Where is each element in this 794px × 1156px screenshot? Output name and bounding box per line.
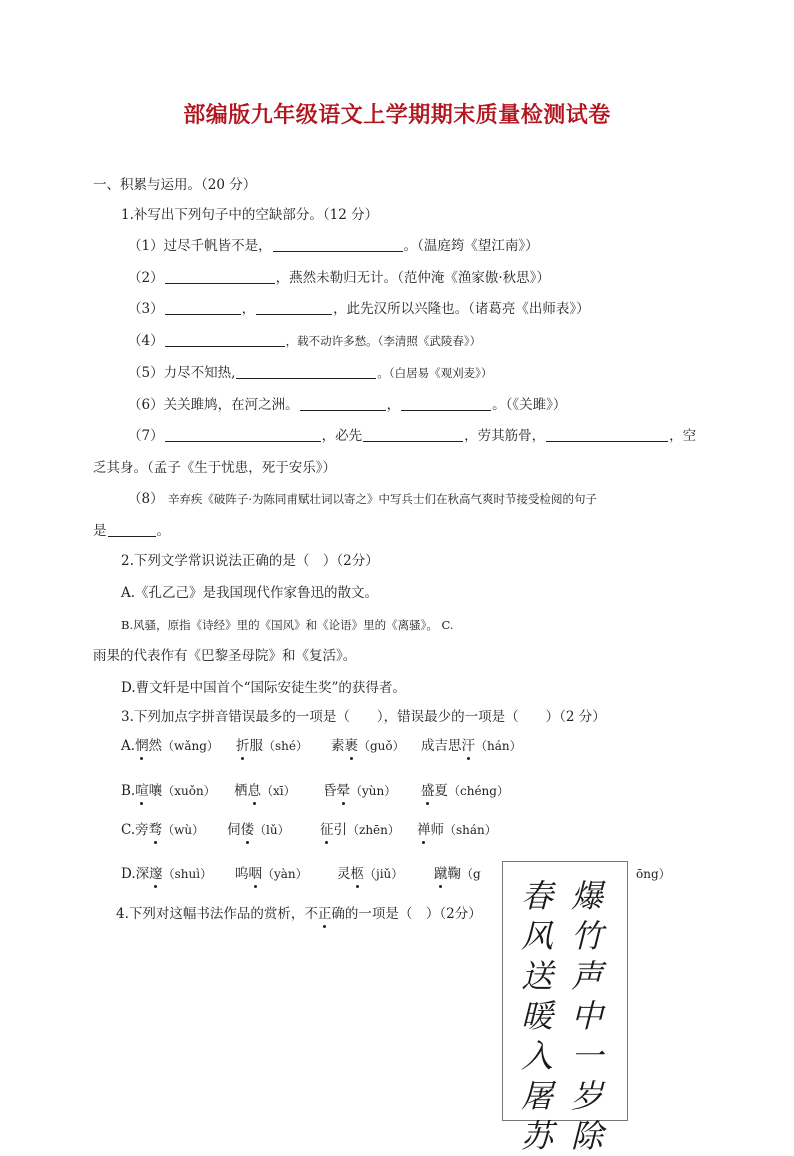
q1-item-8 xyxy=(128,490,597,508)
dotted-char: 邃 xyxy=(149,866,163,882)
pinyin: （hán） xyxy=(475,739,522,753)
q1-3-sep: ， xyxy=(241,301,256,317)
q1-1-text: （1）过尽千帆皆不是， xyxy=(128,238,272,254)
q1-7-mid1: ，必先 xyxy=(321,428,363,444)
q1-item-8-cont xyxy=(93,522,170,540)
option-label: B. xyxy=(121,783,136,799)
q3-b-word3: 昏晕（yùn） xyxy=(323,783,397,799)
q1-2-text: （2） xyxy=(128,270,164,286)
q1-5-text: （5）力尽不知热, xyxy=(128,365,236,381)
q1-5-source: 。（白居易《观刈麦》） xyxy=(377,366,493,380)
answer-blank[interactable] xyxy=(546,428,668,442)
q1-item-4 xyxy=(128,332,481,350)
q1-7-mid2: ，劳其筋骨， xyxy=(464,428,546,444)
answer-blank[interactable] xyxy=(363,428,463,442)
dotted-char: 盛 xyxy=(421,783,435,799)
q1-7-end: ，空 xyxy=(669,428,697,444)
dotted-char: 禅 xyxy=(417,822,431,838)
answer-blank[interactable] xyxy=(165,270,275,284)
answer-blank[interactable] xyxy=(273,238,403,252)
pinyin: （xuǒn） xyxy=(162,784,216,798)
pinyin: （g xyxy=(461,867,481,881)
pinyin: （shé） xyxy=(263,739,308,753)
q1-7-text: （7） xyxy=(128,428,164,444)
q2-option-c: 雨果的代表作有《巴黎圣母院》和《复活》。 xyxy=(93,648,357,664)
q3-c-word2: 伺偻（lǔ） xyxy=(227,822,290,838)
q2-option-d: D.曹文轩是中国首个“国际安徒生奖”的获得者。 xyxy=(121,680,406,696)
q3-option-a xyxy=(121,737,219,755)
q1-8-text: 辛弃疾《破阵子·为陈同甫赋壮词以寄之》中写兵士们在秋高气爽时节接受检阅的句子 xyxy=(167,492,598,506)
pinyin: （shán） xyxy=(444,823,497,837)
q2-option-a: A.《孔乙己》是我国现代作家鲁迅的散文。 xyxy=(121,585,379,601)
pinyin: （shuì） xyxy=(162,867,213,881)
calligraphy-column-right: 爆竹声中一岁除 xyxy=(570,877,603,1155)
option-label: D. xyxy=(121,866,136,882)
calligraphy-artwork xyxy=(502,861,628,1155)
q3-option-d: D.深邃（shuì） xyxy=(121,866,213,882)
answer-blank[interactable] xyxy=(300,397,386,411)
q3-c-word3: 征引（zhēn） xyxy=(320,822,400,838)
q1-4-source: ，载不动许多愁。（李清照《武陵春》） xyxy=(285,334,482,348)
q1-item-3 xyxy=(128,300,590,318)
q4-stem-a: 4.下列对这幅书法作品的赏析， xyxy=(116,906,305,922)
q1-6-sep: ， xyxy=(386,397,401,413)
option-label: A. xyxy=(121,738,136,754)
q1-1-source: 。（温庭筠《望江南》） xyxy=(403,238,539,254)
dotted-char: 咽 xyxy=(248,866,262,882)
q1-item-6 xyxy=(128,396,566,414)
pinyin: （wǎng） xyxy=(162,739,219,753)
answer-blank[interactable] xyxy=(108,523,156,537)
q1-6-text: （6）关关雎鸠，在河之洲。 xyxy=(128,397,299,413)
q3-d-word2: 呜咽（yàn） xyxy=(235,866,308,882)
q1-item-2 xyxy=(128,269,550,287)
dotted-char: 惘 xyxy=(135,738,149,754)
page-title: 部编版九年级语文上学期期末质量检测试卷 xyxy=(183,103,611,128)
option-label: C. xyxy=(121,822,136,838)
pinyin: （xī） xyxy=(261,784,296,798)
q2-option-b: B.风骚，原指《诗经》里的《国风》和《论语》里的《离骚》。 C. xyxy=(121,618,454,632)
q1-item-7-cont: 乏其身。（孟子《生于忧患，死于安乐》） xyxy=(93,460,336,476)
answer-blank[interactable] xyxy=(256,301,332,315)
q1-8-is: 是 xyxy=(93,523,107,539)
word: 惘然 xyxy=(135,738,163,754)
dotted-char: 喧 xyxy=(135,783,149,799)
q1-4-text: （4） xyxy=(128,333,164,349)
pinyin: （yàn） xyxy=(262,867,308,881)
dotted-char: 柩 xyxy=(350,866,364,882)
answer-blank[interactable] xyxy=(165,428,321,442)
q3-b-word4: 盛夏（chéng） xyxy=(421,783,509,799)
pinyin: （yùn） xyxy=(350,784,397,798)
dotted-char: 征 xyxy=(320,822,334,838)
q1-item-1 xyxy=(128,237,539,255)
answer-blank[interactable] xyxy=(401,397,491,411)
q3-a-word2: 折服（shé） xyxy=(236,738,308,754)
q1-6-source: 。（《关雎》） xyxy=(492,397,567,413)
q3-a-word3: 素裹（guǒ） xyxy=(331,738,405,754)
question-2-stem: 2.下列文学常识说法正确的是（ ）（2分） xyxy=(121,553,379,569)
q3-d-pinyin-tail: ōng） xyxy=(636,867,671,881)
q1-2-source: ，燕然未勒归无计。（范仲淹《渔家傲·秋思》） xyxy=(275,270,550,286)
dotted-char: 偻 xyxy=(240,822,254,838)
q1-item-7 xyxy=(128,427,696,445)
q1-8-end: 。 xyxy=(156,523,170,539)
q3-d-word3: 灵柩（jiǔ） xyxy=(337,866,404,882)
q1-item-5 xyxy=(128,364,492,382)
pinyin: （wù） xyxy=(162,823,205,837)
dotted-char: 汗 xyxy=(461,738,475,754)
q3-option-c: C.旁骛（wù） xyxy=(121,822,205,838)
q3-option-b: B.喧嚷（xuǒn） xyxy=(121,783,216,799)
question-4-stem xyxy=(116,905,482,923)
question-3-stem: 3.下列加点字拼音错误最多的一项是（ ），错误最少的一项是（ ）（2 分） xyxy=(121,709,606,725)
pinyin: （guǒ） xyxy=(358,739,405,753)
answer-blank[interactable] xyxy=(236,365,376,379)
pinyin: （jiǔ） xyxy=(364,867,404,881)
pinyin: （lǔ） xyxy=(254,823,290,837)
dotted-char: 折 xyxy=(236,738,250,754)
dotted-char: 蹴 xyxy=(434,866,448,882)
q3-c-word4: 禅师（shán） xyxy=(417,822,497,838)
q4-emphasis: 不正确 xyxy=(304,906,345,922)
dotted-char: 晕 xyxy=(336,783,350,799)
q4-stem-c: 的一项是（ ）（2分） xyxy=(344,906,482,922)
q3-b-word2: 栖息（xī） xyxy=(234,783,296,799)
answer-blank[interactable] xyxy=(165,333,285,347)
q1-3-text: （3） xyxy=(128,301,164,317)
question-1-stem: 1.补写出下列句子中的空缺部分。（12 分） xyxy=(121,207,379,223)
answer-blank[interactable] xyxy=(165,301,241,315)
pinyin: （chéng） xyxy=(448,784,509,798)
q3-a-word4: 成吉思汗（hán） xyxy=(421,738,522,754)
dotted-char: 骛 xyxy=(148,822,163,838)
q3-d-word4: 蹴鞠（g xyxy=(434,866,481,882)
calligraphy-column-left: 春风送暖入屠苏 xyxy=(520,877,553,1155)
dotted-char: 息 xyxy=(247,783,261,799)
q1-3-source: ，此先汉所以兴隆也。（诸葛亮《出师表》） xyxy=(333,301,590,317)
q1-8-num: （8） xyxy=(128,491,164,507)
pinyin: （zhēn） xyxy=(347,823,400,837)
section-heading: 一、积累与运用。（20 分） xyxy=(93,177,257,193)
dotted-char: 裹 xyxy=(344,738,358,754)
